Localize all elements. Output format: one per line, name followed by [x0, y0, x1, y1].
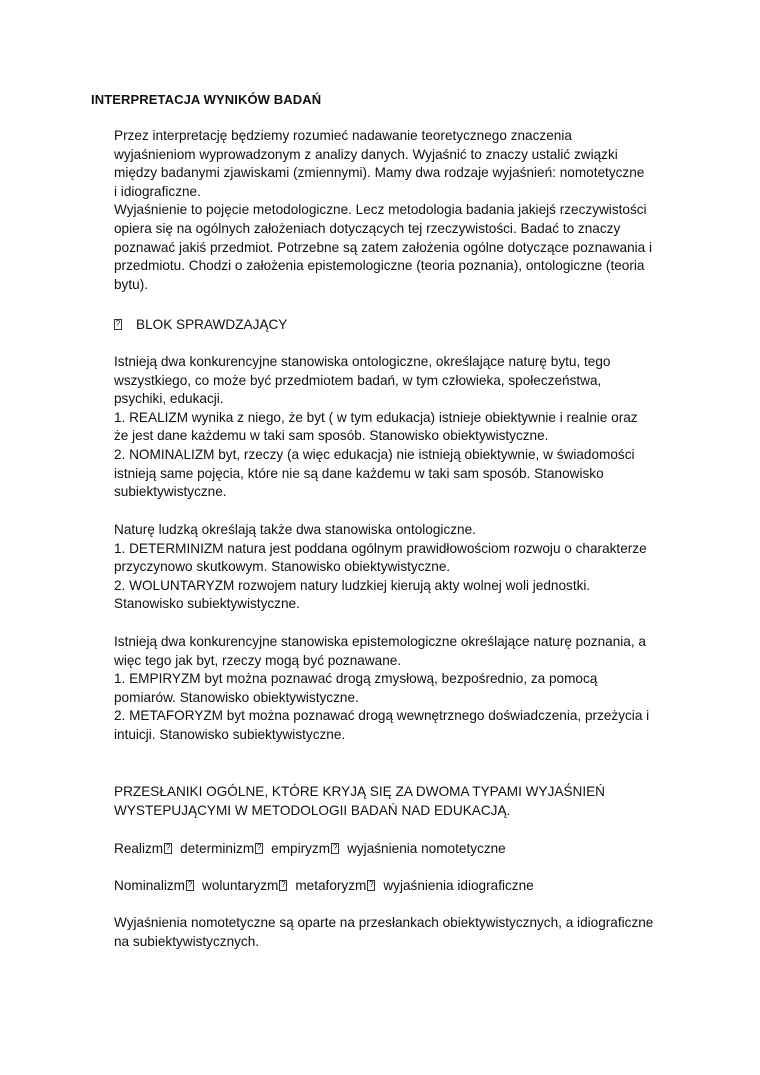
text-line: istnieją same pojęcia, które nie są dane każdemu w taki sam sposób. Stanowisko	[114, 465, 604, 481]
missing-glyph-icon	[164, 843, 172, 854]
text-line: WYSTEPUJĄCYMI W METODOLOGII BADAŃ NAD EDUKACJĄ.	[114, 802, 511, 818]
text-line: Naturę ludzką określają także dwa stanowiska ontologiczne.	[114, 522, 476, 537]
chain-item: Nominalizm	[114, 878, 186, 893]
text-line: poznawać jakiś przedmiot. Potrzebne są zatem założenia ogólne dotyczące poznawania i	[114, 239, 653, 255]
text-line: PRZESŁANIKI OGÓLNE, KTÓRE KRYJĄ SIĘ ZA DWOMA TYPAMI WYJAŚNIEŃ	[114, 784, 605, 799]
blok-sprawdzajacy-heading	[114, 316, 287, 334]
text-line: bytu).	[114, 276, 148, 292]
text-line: więc tego jak byt, rzeczy mogą być poznawane.	[114, 652, 402, 668]
text-line: psychiki, edukacji.	[114, 391, 224, 407]
premises-heading	[114, 783, 674, 820]
ontology-paragraph	[114, 353, 674, 502]
text-line: 1. REALIZM wynika z niego, że byt ( w tym edukacja) istnieje obiektywnie i realnie oraz	[114, 409, 638, 425]
text-line: Stanowisko subiektywistyczne.	[114, 596, 300, 612]
text-line: 2. METAFORYZM byt można poznawać drogą wewnętrznego doświadczenia, przeżycia i	[114, 708, 650, 724]
missing-glyph-icon	[367, 880, 375, 891]
text-line: pomiarów. Stanowisko obiektywistyczne.	[114, 689, 359, 705]
epistemology-paragraph	[114, 633, 674, 745]
text-line: intuicji. Stanowisko subiektywistyczne.	[114, 726, 346, 742]
text-line: Istnieją dwa konkurencyjne stanowiska ontologiczne, określające naturę bytu, tego	[114, 354, 611, 369]
chain-item: wyjaśnienia nomotetyczne	[347, 841, 506, 856]
text-line: na subiektywistycznych.	[114, 933, 260, 949]
document-title: INTERPRETACJA WYNIKÓW BADAŃ	[91, 92, 322, 107]
chain-item: Realizm	[114, 841, 164, 856]
missing-glyph-icon	[279, 880, 287, 891]
text-line: Wyjaśnienie to pojęcie metodologiczne. Lecz metodologia badania jakiejś rzeczywistości	[114, 202, 647, 218]
text-line: wszystkiego, co może być przedmiotem badań, w tym człowieka, społeczeństwa,	[114, 372, 602, 388]
text-line: że jest dane każdemu w taki sam sposób. Stanowisko obiektywistyczne.	[114, 428, 549, 444]
closing-paragraph	[114, 914, 674, 951]
text-line: 1. DETERMINIZM natura jest poddana ogólnym prawidłowościom rozwoju o charakterze	[114, 540, 647, 556]
chain-item: metaforyzm	[295, 878, 367, 893]
missing-glyph-icon	[114, 319, 122, 330]
text-line: 2. WOLUNTARYZM rozwojem natury ludzkiej kierują akty wolnej woli jednostki.	[114, 577, 591, 593]
text-line: Istnieją dwa konkurencyjne stanowiska epistemologiczne określające naturę poznania, a	[114, 634, 646, 649]
nomothetic-chain	[114, 840, 506, 858]
chain-item: determinizm	[180, 841, 255, 856]
missing-glyph-icon	[331, 843, 339, 854]
human-nature-paragraph	[114, 521, 674, 614]
text-line: 1. EMPIRYZM byt można poznawać drogą zmysłową, bezpośrednio, za pomocą	[114, 671, 598, 687]
text-line: i idiograficzne.	[114, 183, 201, 199]
text-line: między badanymi zjawiskami (zmiennymi). Mamy dwa rodzaje wyjaśnień: nomotetyczne	[114, 165, 645, 181]
chain-item: wyjaśnienia idiograficzne	[383, 878, 534, 893]
chain-item: empiryzm	[271, 841, 331, 856]
text-line: subiektywistyczne.	[114, 484, 227, 500]
chain-item: woluntaryzm	[202, 878, 279, 893]
text-line: wyjaśnieniom wyprowadzonym z analizy danych. Wyjaśnić to znaczy ustalić związki	[114, 146, 618, 162]
text-line: 2. NOMINALIZM byt, rzeczy (a więc edukacja) nie istnieją obiektywnie, w świadomości	[114, 446, 635, 462]
missing-glyph-icon	[186, 880, 194, 891]
text-line: przyczynowo skutkowym. Stanowisko obiektywistyczne.	[114, 559, 451, 575]
idiographic-chain	[114, 877, 534, 895]
text-line: przedmiotu. Chodzi o założenia epistemologiczne (teoria poznania), ontologiczne (teoria	[114, 258, 645, 274]
text-line: Wyjaśnienia nomotetyczne są oparte na przesłankach obiektywistycznych, a idiograficzne	[114, 915, 654, 930]
text-line: opiera się na ogólnych założeniach dotyczących tej rzeczywistości. Badać to znaczy	[114, 220, 621, 236]
text-line: Przez interpretację będziemy rozumieć nadawanie teoretycznego znaczenia	[114, 128, 572, 143]
intro-paragraph	[114, 127, 674, 294]
blok-label: BLOK SPRAWDZAJĄCY	[136, 317, 288, 332]
missing-glyph-icon	[255, 843, 263, 854]
